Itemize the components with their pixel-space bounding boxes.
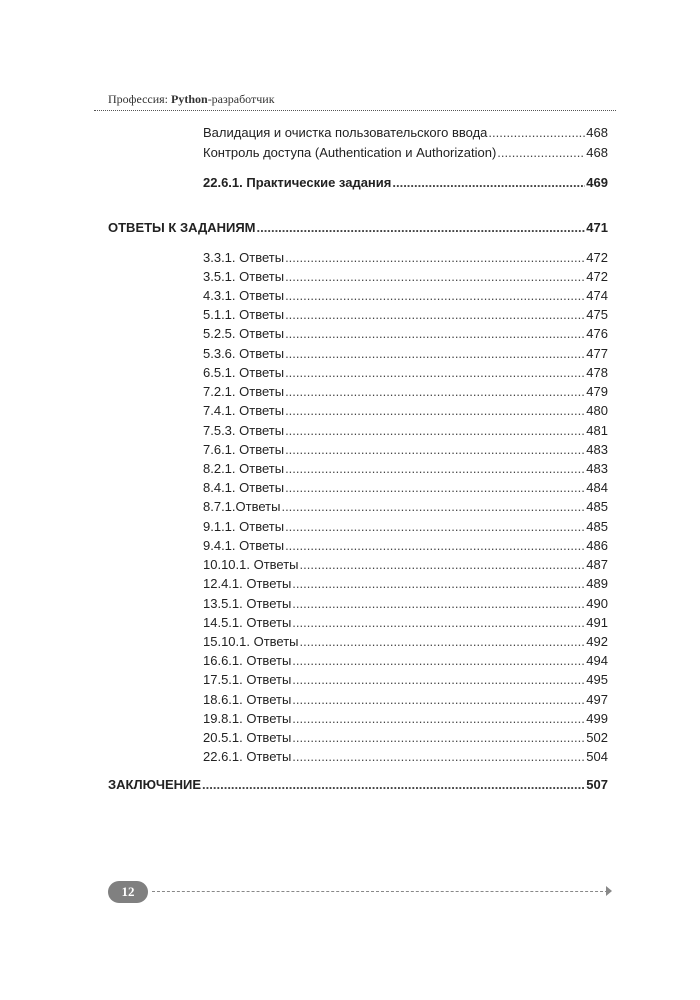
toc-entry-title: 7.4.1. Ответы <box>203 403 285 418</box>
dot-leader <box>285 288 585 304</box>
toc-entry-title: 9.4.1. Ответы <box>203 538 285 553</box>
toc-entry[interactable] <box>203 480 608 496</box>
toc-entry-title: 15.10.1. Ответы <box>203 634 299 649</box>
dot-leader <box>285 250 585 266</box>
toc-entry-title: ЗАКЛЮЧЕНИЕ <box>108 777 202 792</box>
toc-entry[interactable] <box>203 175 608 191</box>
toc-entry-title: 14.5.1. Ответы <box>203 615 292 630</box>
toc-entry[interactable] <box>203 672 608 688</box>
toc-entry[interactable] <box>203 384 608 400</box>
toc-entry-page: 472 <box>586 250 608 265</box>
dot-leader <box>497 145 585 161</box>
running-head-prefix: Профессия: <box>108 92 171 106</box>
running-head <box>108 92 275 107</box>
dot-leader <box>292 672 585 688</box>
toc-entry-page: 468 <box>586 125 608 140</box>
toc-entry[interactable] <box>203 692 608 708</box>
dot-leader <box>285 538 585 554</box>
toc-entry[interactable] <box>203 365 608 381</box>
toc-entry-page: 479 <box>586 384 608 399</box>
toc-entry[interactable] <box>203 596 608 612</box>
toc-entry[interactable] <box>203 461 608 477</box>
toc-entry[interactable] <box>203 250 608 266</box>
toc-entry[interactable] <box>108 777 608 793</box>
toc-entry-title: 5.3.6. Ответы <box>203 346 285 361</box>
toc-entry-page: 472 <box>586 269 608 284</box>
toc-entry-page: 499 <box>586 711 608 726</box>
toc-entry[interactable] <box>203 423 608 439</box>
toc-entry-page: 468 <box>586 145 608 160</box>
toc-entry-page: 485 <box>586 499 608 514</box>
toc-entry[interactable] <box>203 749 608 765</box>
toc-entry-title: 22.6.1. Практические задания <box>203 175 392 190</box>
dot-leader <box>285 365 585 381</box>
toc-entry[interactable] <box>203 125 608 141</box>
toc-entry[interactable] <box>203 557 608 573</box>
dot-leader <box>202 777 585 793</box>
toc-entry-page: 471 <box>586 220 608 235</box>
toc-entry-page: 497 <box>586 692 608 707</box>
toc-entry-page: 475 <box>586 307 608 322</box>
toc-entry-title: 3.5.1. Ответы <box>203 269 285 284</box>
header-rule <box>94 110 616 111</box>
toc-entry-title: 22.6.1. Ответы <box>203 749 292 764</box>
toc-entry-title: 18.6.1. Ответы <box>203 692 292 707</box>
dot-leader <box>300 557 586 573</box>
toc-entry[interactable] <box>203 634 608 650</box>
dot-leader <box>285 326 585 342</box>
dot-leader <box>300 634 586 650</box>
toc-entry-title: 16.6.1. Ответы <box>203 653 292 668</box>
toc-entry-page: 477 <box>586 346 608 361</box>
toc-entry-page: 494 <box>586 653 608 668</box>
dot-leader <box>292 653 585 669</box>
toc-entry-title: 8.7.1.Ответы <box>203 499 281 514</box>
dot-leader <box>292 576 585 592</box>
dot-leader <box>257 220 586 236</box>
toc-entry-page: 491 <box>586 615 608 630</box>
toc-entry-title: 13.5.1. Ответы <box>203 596 292 611</box>
toc-entry-title: 17.5.1. Ответы <box>203 672 292 687</box>
toc-entry-page: 480 <box>586 403 608 418</box>
toc-entry-page: 492 <box>586 634 608 649</box>
footer-arrow-icon <box>606 886 612 896</box>
dot-leader <box>292 711 585 727</box>
dot-leader <box>285 461 585 477</box>
toc-entry-page: 490 <box>586 596 608 611</box>
running-head-bold: Python <box>171 92 208 106</box>
toc-entry-page: 495 <box>586 672 608 687</box>
toc-entry-page: 483 <box>586 461 608 476</box>
toc-entry-page: 478 <box>586 365 608 380</box>
toc-entry-title: 12.4.1. Ответы <box>203 576 292 591</box>
running-head-suffix: -разработчик <box>207 92 275 106</box>
toc-entry-page: 485 <box>586 519 608 534</box>
toc-entry-title: Валидация и очистка пользовательского ввода <box>203 125 488 140</box>
toc-entry[interactable] <box>203 576 608 592</box>
dot-leader <box>285 519 585 535</box>
page-number-badge <box>108 881 148 903</box>
page-number: 12 <box>121 884 135 899</box>
toc-entry-title: 20.5.1. Ответы <box>203 730 292 745</box>
toc-entry-title: 10.10.1. Ответы <box>203 557 299 572</box>
dot-leader <box>285 423 585 439</box>
dot-leader <box>285 269 585 285</box>
toc-entry-page: 483 <box>586 442 608 457</box>
toc-entry[interactable] <box>203 307 608 323</box>
dot-leader <box>292 692 585 708</box>
toc-entry-title: 3.3.1. Ответы <box>203 250 285 265</box>
toc-entry-page: 469 <box>586 175 608 190</box>
toc-entry[interactable] <box>203 538 608 554</box>
dot-leader <box>292 749 585 765</box>
toc-entry[interactable] <box>203 615 608 631</box>
toc-entry[interactable] <box>203 288 608 304</box>
toc-entry-title: 5.1.1. Ответы <box>203 307 285 322</box>
toc-entry-page: 486 <box>586 538 608 553</box>
dot-leader <box>285 384 585 400</box>
toc-entry-title: 7.6.1. Ответы <box>203 442 285 457</box>
toc-entry[interactable] <box>203 499 608 515</box>
dot-leader <box>285 403 585 419</box>
toc-entry[interactable] <box>203 730 608 746</box>
toc-entry-title: 7.2.1. Ответы <box>203 384 285 399</box>
toc-entry-title: ОТВЕТЫ К ЗАДАНИЯМ <box>108 220 256 235</box>
toc-entry-page: 481 <box>586 423 608 438</box>
toc-entry-page: 504 <box>586 749 608 764</box>
dot-leader <box>392 175 585 191</box>
toc-entry-title: 8.2.1. Ответы <box>203 461 285 476</box>
toc-entry-page: 476 <box>586 326 608 341</box>
toc-entry[interactable] <box>203 145 608 161</box>
dot-leader <box>281 499 585 515</box>
toc-entry-title: 9.1.1. Ответы <box>203 519 285 534</box>
toc-entry[interactable] <box>203 346 608 362</box>
dot-leader <box>488 125 585 141</box>
toc-entry[interactable] <box>203 711 608 727</box>
dot-leader <box>285 346 585 362</box>
dot-leader <box>285 307 585 323</box>
toc-entry[interactable] <box>203 442 608 458</box>
toc-entry-title: 7.5.3. Ответы <box>203 423 285 438</box>
dot-leader <box>292 596 585 612</box>
toc-entry-title: 6.5.1. Ответы <box>203 365 285 380</box>
toc-entry-page: 484 <box>586 480 608 495</box>
dot-leader <box>285 480 585 496</box>
toc-entry[interactable] <box>108 220 608 236</box>
toc-entry[interactable] <box>203 403 608 419</box>
toc-entry-title: 5.2.5. Ответы <box>203 326 285 341</box>
toc-entry-title: 19.8.1. Ответы <box>203 711 292 726</box>
toc-entry[interactable] <box>203 269 608 285</box>
toc-entry-page: 507 <box>586 777 608 792</box>
toc-entry-page: 474 <box>586 288 608 303</box>
toc-entry-page: 487 <box>586 557 608 572</box>
toc-entry[interactable] <box>203 653 608 669</box>
toc-entry-page: 489 <box>586 576 608 591</box>
toc-entry-page: 502 <box>586 730 608 745</box>
dot-leader <box>292 730 585 746</box>
toc-entry[interactable] <box>203 519 608 535</box>
toc-entry-title: 4.3.1. Ответы <box>203 288 285 303</box>
dot-leader <box>285 442 585 458</box>
toc-entry-title: Контроль доступа (Authentication и Authorization) <box>203 145 497 160</box>
toc-entry-title: 8.4.1. Ответы <box>203 480 285 495</box>
footer-rule <box>152 891 608 892</box>
dot-leader <box>292 615 585 631</box>
toc-entry[interactable] <box>203 326 608 342</box>
